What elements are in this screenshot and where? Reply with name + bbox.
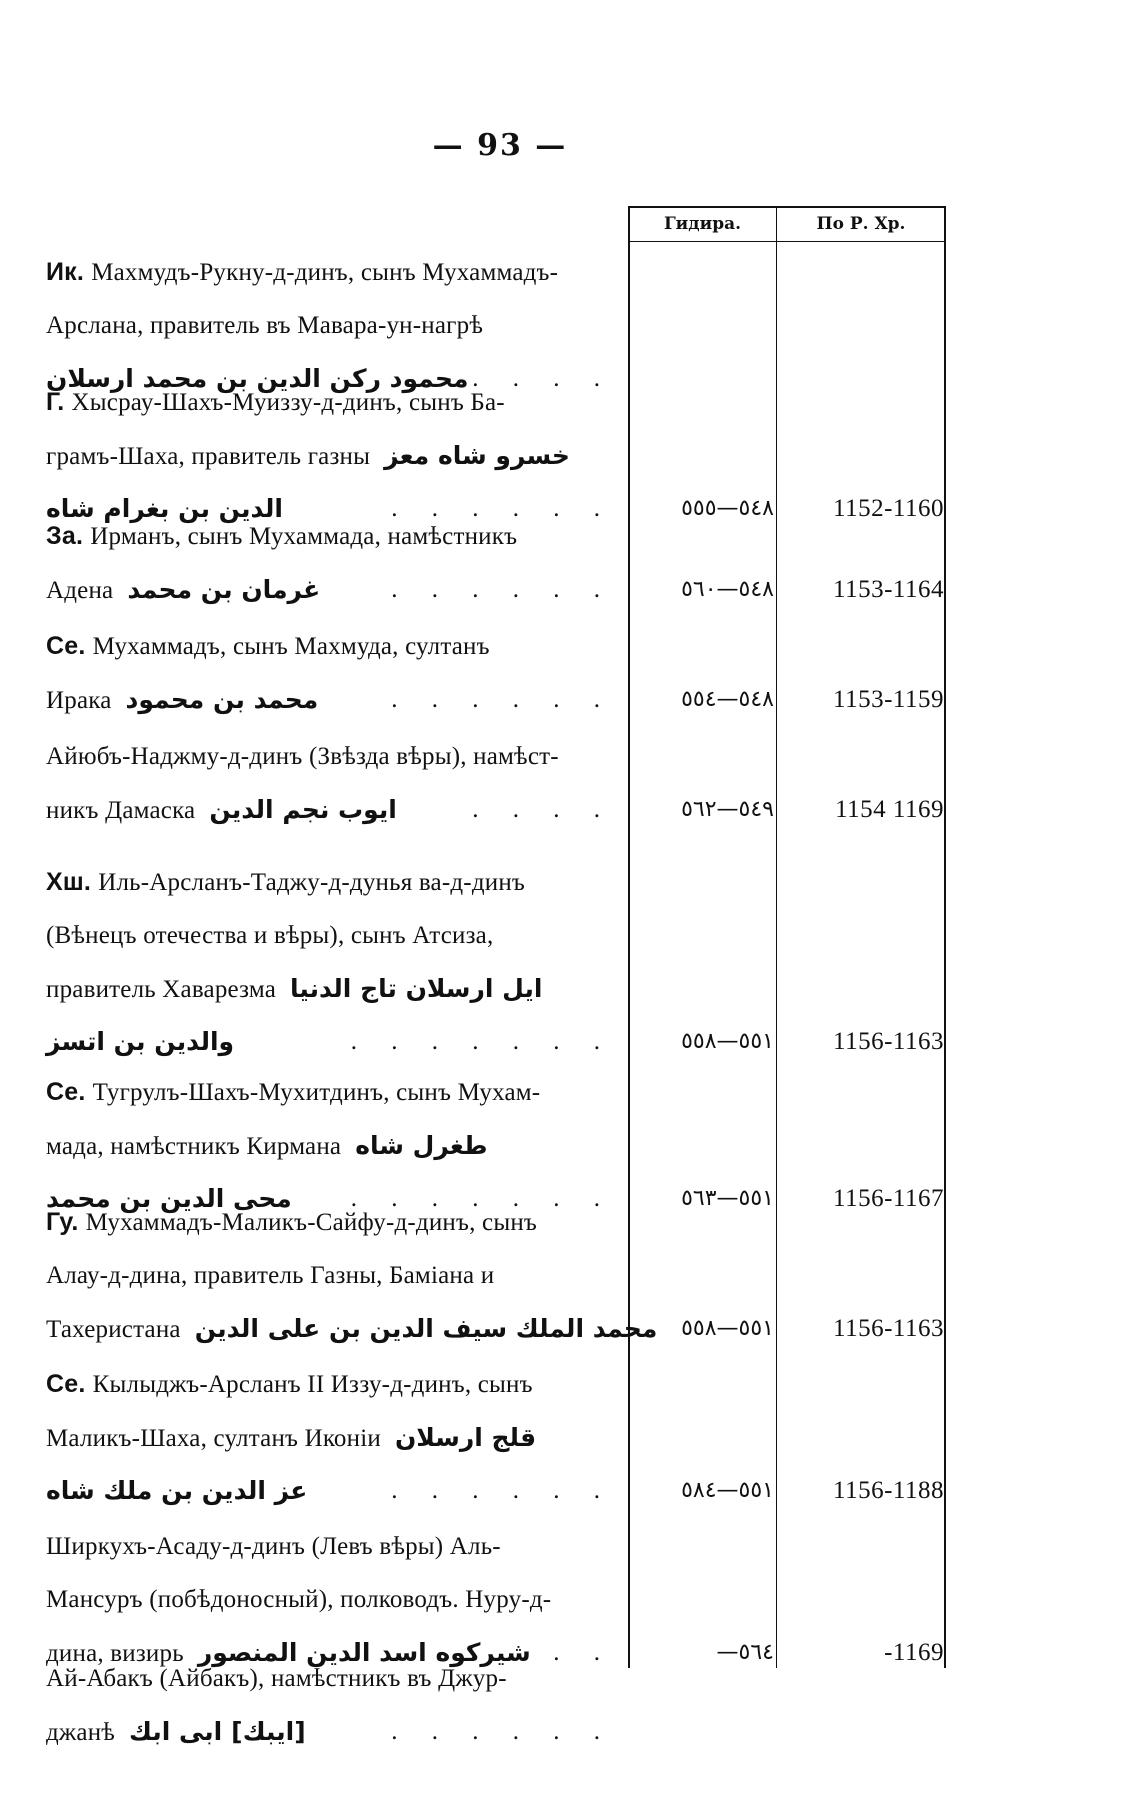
entry — [46, 730, 614, 836]
arabic-name: غرمان بن محمد — [127, 575, 330, 604]
entry-line — [46, 1520, 614, 1573]
leader-dots: . . . . . . — [391, 495, 614, 522]
ad-date: 1153-1159 — [833, 686, 944, 713]
entry-line — [46, 563, 614, 616]
entry-line — [46, 1358, 614, 1411]
arabic-name: عز الدين بن ملك شاه — [46, 1476, 308, 1505]
dynasty-abbr: Се. — [46, 1078, 93, 1106]
entry-text: Махмудъ-Рукну-д-динъ, сынъ Мухаммадъ- — [91, 259, 559, 286]
entry-text: мада, намѣстникъ Кирмана — [46, 1133, 342, 1160]
leader-dots: . . . . . . — [391, 686, 614, 713]
entry — [46, 856, 614, 1068]
ad-column-header: По Р. Хр. — [816, 214, 906, 234]
arabic-name: محمد بن محمود — [125, 685, 328, 714]
leader-dots: . . . . . . . — [350, 1028, 614, 1055]
arabic-name: محمد الملك سيف الدين بن على الدين — [194, 1314, 667, 1343]
entry-text: джанѣ — [46, 1719, 116, 1746]
hijra-date: ٥٤٩—٥٦٢ — [681, 797, 774, 822]
arabic-name: الدين بن بغرام شاه — [46, 494, 283, 523]
entry-line — [46, 299, 614, 352]
arabic-name: طغرل شاه — [355, 1131, 497, 1160]
leader-dots: . . . . . . — [391, 1718, 614, 1745]
dynasty-abbr: Гу. — [46, 1208, 86, 1236]
arabic-name: والدين بن اتسز — [46, 1027, 235, 1056]
entry-line — [46, 1015, 614, 1068]
ad-date: 1154 1169 — [835, 796, 944, 823]
entry-line — [46, 962, 614, 1015]
entry-text: Алау-д-дина, правитель Газны, Баміана и — [46, 1262, 495, 1289]
entry-line — [46, 620, 614, 673]
entry-text: Иль-Арсланъ-Таджу-д-дунья ва-д-динъ — [98, 869, 526, 896]
entry-line — [46, 730, 614, 783]
entry-text: Кылыджъ-Арсланъ II Иззу-д-динъ, сынъ — [92, 1371, 533, 1398]
entry — [46, 510, 614, 616]
entry-text: правитель Хаварезма — [46, 976, 276, 1003]
leader-dots: . . . . — [472, 796, 614, 823]
entry-text: Арслана, правитель въ Мавара-ун-нагрѣ — [46, 312, 484, 339]
entry-line — [46, 1119, 614, 1172]
entry-line — [46, 856, 614, 909]
entry-text: Мансуръ (побѣдоносный), полководъ. Нуру-д- — [46, 1586, 552, 1613]
dates-column-divider — [776, 206, 777, 1668]
hijra-date: ٥٥١—٥٦٣ — [681, 1186, 774, 1211]
leader-dots: . . . . — [472, 365, 614, 392]
ad-date: -1169 — [884, 1639, 944, 1666]
entry-text: (Вѣнецъ отечества и вѣры), сынъ Атсиза, — [46, 922, 494, 949]
dynasty-abbr: Ик. — [46, 258, 92, 286]
leader-dots: . . — [553, 1639, 614, 1666]
entry-line — [46, 246, 614, 299]
entry-text: Ширкухъ-Асаду-д-динъ (Левъ вѣры) Аль- — [46, 1533, 501, 1560]
hijra-date: ٥٥١—٥٨٤ — [681, 1478, 774, 1503]
hijra-date: ٥٤٨—٥٦٠ — [681, 577, 774, 602]
dynasty-abbr: Хш. — [46, 868, 99, 896]
entry-line — [46, 673, 614, 726]
arabic-name: [ايبك] ابى ابك — [129, 1717, 315, 1746]
entry-text: Мухаммадъ-Маликъ-Сайфу-д-динъ, сынъ — [85, 1209, 538, 1236]
arabic-name: شيركوه اسد الدين المنصور — [197, 1638, 540, 1667]
arabic-name: محى الدين بن محمد — [46, 1184, 292, 1213]
entry-line — [46, 1249, 614, 1302]
page-number: — 93 — — [432, 128, 568, 163]
leader-dots: . . . . . . . — [350, 1185, 614, 1212]
entry-line — [46, 1705, 614, 1758]
entry-line — [46, 1302, 667, 1355]
entry-line — [46, 1464, 614, 1517]
entry-text: Айюбъ-Наджму-д-динъ (Звѣзда вѣры), намѣст- — [46, 743, 559, 770]
arabic-name: ايوب نجم الدين — [209, 795, 406, 824]
arabic-name: محمود ركن الدين بن محمد ارسلان — [46, 364, 469, 393]
entry-text: грамъ-Шаха, правитель газны — [46, 443, 371, 470]
arabic-name: قلج ارسلان — [394, 1423, 546, 1452]
dates-table-frame — [628, 206, 946, 1668]
entry-line — [46, 1573, 614, 1626]
entry-line — [46, 1066, 614, 1119]
entry-line — [46, 510, 614, 563]
ad-date: 1156-1188 — [833, 1477, 944, 1504]
hijra-date: ٥٤٨—٥٥٥ — [681, 496, 774, 521]
arabic-name: ايل ارسلان تاج الدنيا — [290, 974, 552, 1003]
entry-text: Хысрау-Шахъ-Муиззу-д-динъ, сынъ Ба- — [71, 389, 505, 416]
entry-text: Тугрулъ-Шахъ-Мухитдинъ, сынъ Мухам- — [92, 1079, 541, 1106]
arabic-name: خسرو شاه معز — [384, 441, 579, 470]
ad-date: 1152-1160 — [833, 495, 944, 522]
ad-date: 1156-1167 — [833, 1185, 944, 1212]
leader-dots: . . . . . . — [391, 1477, 614, 1504]
entry-text: Ирманъ, сынъ Мухаммада, намѣстникъ — [90, 523, 518, 550]
entry-line — [46, 909, 614, 962]
dynasty-abbr: За. — [46, 522, 91, 550]
entry-text: Маликъ-Шаха, султанъ Иконіи — [46, 1425, 381, 1452]
dynasty-abbr: Се. — [46, 1370, 93, 1398]
entry — [46, 1196, 667, 1355]
dynasty-abbr: Се. — [46, 632, 93, 660]
entry-text: Мухаммадъ, сынъ Махмуда, султанъ — [92, 633, 490, 660]
hijra-column-header: Гидира. — [663, 214, 742, 234]
entry — [46, 1358, 614, 1517]
entry-line — [46, 783, 614, 836]
entry-text: Тахеристана — [46, 1316, 181, 1343]
entry — [46, 1652, 614, 1758]
dynasty-abbr: Г. — [46, 388, 72, 416]
entry-text: дина, визирь — [46, 1640, 184, 1667]
ad-date: 1156-1163 — [833, 1315, 944, 1342]
entry — [46, 620, 614, 726]
entry-text: никъ Дамаска — [46, 797, 196, 824]
leader-dots: . . . . . . — [391, 576, 614, 603]
hijra-date: —٥٦٤ — [716, 1640, 774, 1665]
entry-line — [46, 1652, 614, 1705]
entry-text: Ай-Абакъ (Айбакъ), намѣстникъ въ Джур- — [46, 1665, 507, 1692]
dates-header-rule — [628, 241, 946, 242]
entry-line — [46, 376, 614, 429]
hijra-date: ٥٤٨—٥٥٤ — [681, 687, 774, 712]
entry-line — [46, 429, 614, 482]
entry-text: Ирака — [46, 687, 112, 714]
ad-date: 1156-1163 — [833, 1028, 944, 1055]
hijra-date: ٥٥١—٥٥٨ — [681, 1029, 774, 1054]
hijra-date: ٥٥١—٥٥٨ — [681, 1316, 774, 1341]
entry-text: Адена — [46, 577, 114, 604]
entry-line — [46, 1196, 614, 1249]
entry-line — [46, 1411, 614, 1464]
ad-date: 1153-1164 — [833, 576, 944, 603]
